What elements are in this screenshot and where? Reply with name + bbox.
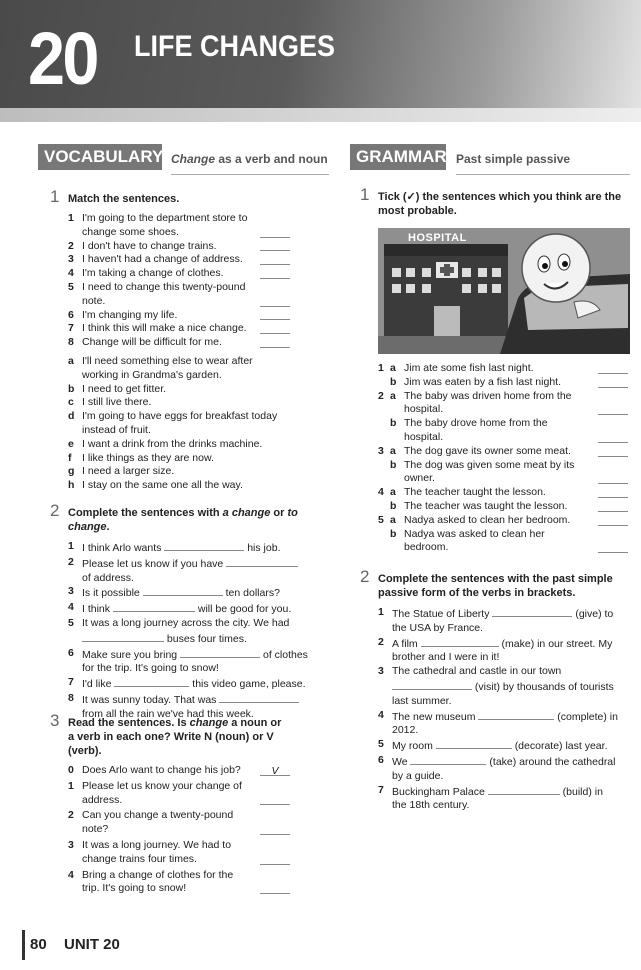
option-item [68, 438, 290, 452]
tick-blank[interactable] [598, 473, 628, 484]
item-number: 0 [68, 764, 74, 776]
vocabulary-divider [171, 174, 329, 175]
page-footer [22, 922, 622, 960]
exercise-number: 2 [360, 567, 370, 586]
list-item [68, 212, 290, 240]
list-item: 6 Make sure you bring of clothes for the trip. It's going to snow! [68, 646, 308, 675]
list-item: 3 The cathedral and castle in our town (visit) by thousands of tourists last summer. [378, 665, 614, 707]
answer-blank[interactable] [436, 738, 512, 749]
item-text: It was a long journey. We had to change trains four times. [82, 838, 232, 865]
sentence-pairs [378, 362, 628, 555]
exercise-instruction: Complete the sentences with the past simple passive form of the verbs in brackets. [378, 573, 613, 599]
option-letter: b [68, 382, 75, 395]
list-item [68, 869, 290, 897]
list-item [68, 253, 290, 267]
item-text: I'm changing my life. [82, 308, 178, 321]
item-text: Change will be difficult for me. [82, 336, 222, 349]
sentence-option [378, 500, 628, 514]
answer-blank[interactable] [260, 254, 290, 265]
grammar-header [350, 144, 630, 178]
sentence-option [378, 528, 628, 556]
unit-title: LIFE CHANGES [134, 30, 336, 63]
option-letter: b [390, 417, 397, 430]
list-item: 1 The Statue of Liberty (give) to the USA by France. [378, 606, 614, 634]
item-text: I haven't had a change of address. [82, 253, 243, 266]
grammar-exercise-1 [360, 185, 628, 555]
tick-blank[interactable] [598, 487, 628, 498]
option-text: The dog gave its owner some meat. [404, 444, 571, 457]
option-letter: a [390, 444, 396, 457]
footer-unit: UNIT 20 [64, 936, 120, 953]
item-number: 5 [68, 280, 74, 293]
option-item [68, 479, 290, 493]
answer-blank[interactable] [260, 268, 290, 279]
list-item: 2 A film (make) in our street. My brother and I were in it! [378, 635, 613, 664]
item-number: 4 [68, 868, 74, 881]
list-item: 8 It was sunny today. That was from all the rain we've had this week. [68, 692, 318, 722]
item-number: 1 [68, 779, 74, 792]
answer-blank[interactable] [143, 585, 223, 596]
item-text: Can you change a twenty-pound note? [82, 809, 234, 836]
option-item [68, 452, 290, 466]
grammar-subtitle: Past simple passive [456, 152, 571, 166]
answer-blank[interactable] [260, 794, 290, 805]
sentence-option [378, 486, 628, 500]
item-number: 7 [68, 322, 74, 335]
option-text: The teacher taught the lesson. [404, 486, 546, 499]
item-number: 8 [68, 336, 74, 349]
answer-blank[interactable] [492, 606, 572, 617]
answer-blank[interactable] [164, 540, 244, 551]
item-text: I'm going to the department store to change some shoes. [82, 212, 248, 238]
exercise-instruction: Match the sentences. [68, 193, 180, 205]
answer-blank[interactable] [180, 647, 260, 658]
option-text: The baby was driven home from the hospital. [404, 389, 572, 416]
answer-blank[interactable] [260, 883, 290, 894]
item-number: 1 [68, 212, 74, 224]
option-letter: a [390, 486, 396, 499]
list-item: 1 I think Arlo wants his job. [68, 540, 281, 554]
option-letter: e [68, 437, 74, 450]
option-text: Jim ate some fish last night. [404, 362, 534, 374]
option-letter: a [390, 362, 396, 374]
option-list [68, 355, 290, 493]
sentence-option [378, 417, 628, 445]
vocabulary-label: VOCABULARY [38, 144, 162, 170]
list-item: 5 My room (decorate) last year. [378, 738, 608, 753]
pair-number: 5 [378, 513, 384, 526]
vocab-exercise-2 [50, 501, 318, 722]
list-item [68, 336, 290, 350]
item-text: I'm taking a change of clothes. [82, 267, 224, 280]
answer-blank[interactable] [82, 631, 164, 642]
option-letter: b [390, 499, 397, 512]
item-number: 2 [68, 809, 74, 822]
sentence-list [68, 212, 290, 350]
sentence-option [378, 362, 628, 376]
option-letter: a [390, 513, 396, 526]
list-item [68, 309, 290, 323]
grammar-divider [456, 174, 630, 175]
option-letter: d [68, 410, 75, 423]
exercise-instruction: Complete the sentences with a change or to change. [68, 507, 298, 533]
vocabulary-subtitle: Change as a verb and noun [171, 152, 328, 166]
item-number: 2 [68, 239, 74, 252]
sentence-option [378, 390, 628, 418]
list-item [68, 281, 290, 309]
page-number: 80 [30, 936, 47, 953]
pair-number: 3 [378, 444, 384, 457]
option-text: I like things as they are now. [82, 451, 214, 464]
tick-blank[interactable] [598, 377, 628, 388]
option-item [68, 383, 290, 397]
answer-blank[interactable] [260, 337, 290, 348]
pair-number: 2 [378, 389, 384, 402]
pair-number: 1 [378, 362, 384, 374]
answer-blank[interactable] [260, 824, 290, 835]
tick-blank[interactable] [598, 446, 628, 457]
item-number: 6 [68, 308, 74, 321]
answer-blank[interactable]: V [260, 765, 290, 776]
hospital-baby-illustration [378, 228, 630, 354]
exercise-number: 2 [50, 501, 60, 520]
pair-number: 4 [378, 486, 384, 499]
option-letter: a [68, 354, 74, 367]
list-item [68, 267, 290, 281]
item-text: I think this will make a nice change. [82, 322, 247, 335]
item-text: Does Arlo want to change his job? [82, 764, 241, 776]
list-item [68, 839, 290, 867]
option-item [68, 410, 290, 438]
answer-blank[interactable] [114, 676, 189, 687]
option-text: Nadya was asked to clean her bedroom. [404, 527, 545, 554]
vocab-exercise-1 [50, 187, 290, 493]
exercise-number: 1 [360, 185, 370, 204]
answer-blank[interactable] [260, 240, 290, 251]
list-item [68, 780, 290, 808]
tick-blank[interactable] [598, 515, 628, 526]
vocab-exercise-3 [50, 711, 290, 898]
exercise-number: 3 [50, 711, 60, 730]
sentence-option [378, 514, 628, 528]
exercise-number: 1 [50, 187, 60, 206]
footer-bar [22, 930, 25, 960]
option-text: Nadya asked to clean her bedroom. [404, 513, 571, 526]
option-text: I want a drink from the drinks machine. [82, 437, 263, 450]
list-item [68, 809, 290, 837]
answer-blank[interactable] [260, 296, 290, 307]
exercise-instruction: Tick (✓) the sentences which you think are the most probable. [378, 191, 622, 217]
item-text: Please let us know your change of address. [82, 779, 242, 806]
hospital-sign: HOSPITAL [408, 232, 467, 244]
answer-blank[interactable] [219, 692, 299, 703]
list-item: 7 Buckingham Palace (build) in the 18th century. [378, 783, 603, 812]
sentence-option [378, 459, 628, 487]
tick-blank[interactable] [598, 363, 628, 374]
item-text: I need to change this twenty-pound note. [82, 280, 246, 307]
item-number: 4 [68, 267, 74, 280]
tick-blank[interactable] [598, 501, 628, 512]
answer-blank[interactable] [260, 854, 290, 865]
list-item: 3 Is it possible ten dollars? [68, 585, 280, 600]
option-text: I'll need something else to wear after working in Grandma's garden. [82, 354, 253, 381]
option-text: The baby drove home from the hospital. [404, 417, 548, 443]
list-item: 4 I think will be good for you. [68, 601, 292, 616]
option-text: I'm going to have eggs for breakfast today instead of fruit. [82, 410, 278, 436]
option-item [68, 396, 290, 410]
grammar-label: GRAMMAR [350, 144, 446, 170]
item-text: I don't have to change trains. [82, 239, 217, 252]
list-item [68, 322, 290, 336]
answer-blank[interactable] [421, 636, 499, 647]
exercise-instruction: Read the sentences. Is change a noun or a verb in each one? Write N (noun) or V (verb). [68, 717, 282, 757]
unit-banner [0, 0, 641, 122]
list-item [68, 764, 290, 778]
option-text: I need to get fitter. [82, 382, 167, 395]
answer-blank[interactable] [226, 556, 298, 567]
list-item: 6 We (take) around the cathedral by a guide. [378, 753, 616, 782]
option-letter: f [68, 451, 72, 464]
option-text: I stay on the same one all the way. [82, 479, 243, 492]
option-letter: c [68, 396, 74, 409]
answer-blank[interactable] [113, 601, 195, 612]
answer-blank[interactable] [260, 309, 290, 320]
list-item [68, 240, 290, 254]
option-text: I still live there. [82, 396, 152, 409]
sentence-option [378, 376, 628, 390]
option-text: The dog was given some meat by its owner. [404, 458, 575, 485]
item-text: Bring a change of clothes for the trip. It's going to snow! [82, 868, 234, 895]
vocabulary-header [38, 144, 328, 178]
option-letter: b [390, 527, 397, 540]
grammar-exercise-2 [360, 567, 622, 813]
tick-blank[interactable] [598, 404, 628, 415]
option-text: The teacher was taught the lesson. [404, 499, 568, 512]
list-item: 2 Please let us know if you have of address. [68, 556, 318, 586]
item-number: 3 [68, 838, 74, 851]
list-item: 4 The new museum (complete) in 2012. [378, 708, 618, 737]
list-item: 7 I'd like this video game, please. [68, 676, 306, 691]
sentence-option [378, 445, 628, 459]
option-letter: b [390, 375, 397, 388]
option-text: Jim was eaten by a fish last night. [404, 375, 561, 388]
option-text: I need a larger size. [82, 465, 175, 478]
item-number: 3 [68, 253, 74, 266]
tick-blank[interactable] [598, 432, 628, 443]
option-letter: b [390, 458, 397, 471]
option-item [68, 465, 290, 479]
sentence-list [68, 764, 290, 896]
option-letter: g [68, 465, 75, 478]
answer-blank[interactable] [488, 784, 560, 795]
list-item: 5 It was a long journey across the city. We had buses four times. [68, 616, 290, 645]
option-item [68, 355, 290, 383]
tick-blank[interactable] [598, 542, 628, 553]
unit-number: 20 [28, 17, 97, 100]
answer-blank[interactable] [410, 754, 486, 765]
option-letter: h [68, 479, 75, 492]
answer-blank[interactable] [260, 227, 290, 238]
option-letter: a [390, 389, 396, 402]
answer-blank[interactable] [260, 323, 290, 334]
answer-blank[interactable] [478, 709, 554, 720]
answer-blank[interactable] [392, 679, 472, 690]
